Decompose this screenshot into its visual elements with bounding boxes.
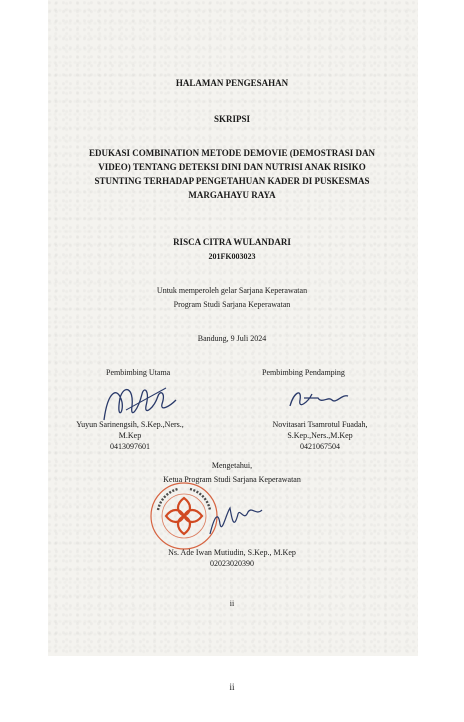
purpose-line-1: Untuk memperoleh gelar Sarjana Keperawatan [156, 286, 308, 295]
acknowledge-role: Ketua Program Studi Sarjana Keperawatan [163, 475, 301, 484]
advisor-main-degree: M.Kep [118, 431, 142, 440]
thesis-title-line-1: EDUKASI COMBINATION METODE DEMOVIE (DEMOSTRASI DAN [89, 148, 375, 158]
student-id: 201FK003023 [208, 252, 256, 261]
advisor-co-id: 0421067504 [300, 442, 340, 451]
document-type: SKRIPSI [213, 114, 250, 124]
inner-page-number: ii [229, 599, 235, 608]
scanned-page [48, 0, 418, 656]
thesis-title-line-2: VIDEO) TENTANG DETEKSI DINI DAN NUTRISI ANAK RISIKO [98, 162, 366, 172]
acknowledge-label: Mengetahui, [211, 461, 253, 470]
page-heading: HALAMAN PENGESAHAN [175, 78, 289, 88]
place-date: Bandung, 9 Juli 2024 [197, 334, 267, 343]
author-name: RISCA CITRA WULANDARI [173, 237, 291, 247]
advisor-co-signature [284, 384, 354, 414]
advisor-main-id: 0413097601 [110, 442, 150, 451]
acknowledge-name: Ns. Ade Iwan Mutiudin, S.Kep., M.Kep [168, 548, 296, 557]
acknowledge-signature [206, 500, 266, 540]
outer-page-number: ii [229, 682, 235, 692]
advisor-main-role: Pembimbing Utama [106, 368, 171, 377]
thesis-title-line-3: STUNTING TERHADAP PENGETAHUAN KADER DI PUSKESMAS [94, 176, 370, 186]
purpose-line-2: Program Studi Sarjana Keperawatan [173, 300, 291, 309]
advisor-co-degree: S.Kep.,Ners.,M.Kep [287, 431, 353, 440]
acknowledge-id: 02023020390 [210, 559, 254, 568]
thesis-title-line-4: MARGAHAYU RAYA [188, 190, 276, 200]
advisor-co-role: Pembimbing Pendamping [262, 368, 345, 377]
advisor-main-name: Yuyun Sarinengsih, S.Kep.,Ners., [76, 420, 184, 429]
advisor-co-name: Novitasari Tsamrotul Fuadah, [272, 420, 368, 429]
